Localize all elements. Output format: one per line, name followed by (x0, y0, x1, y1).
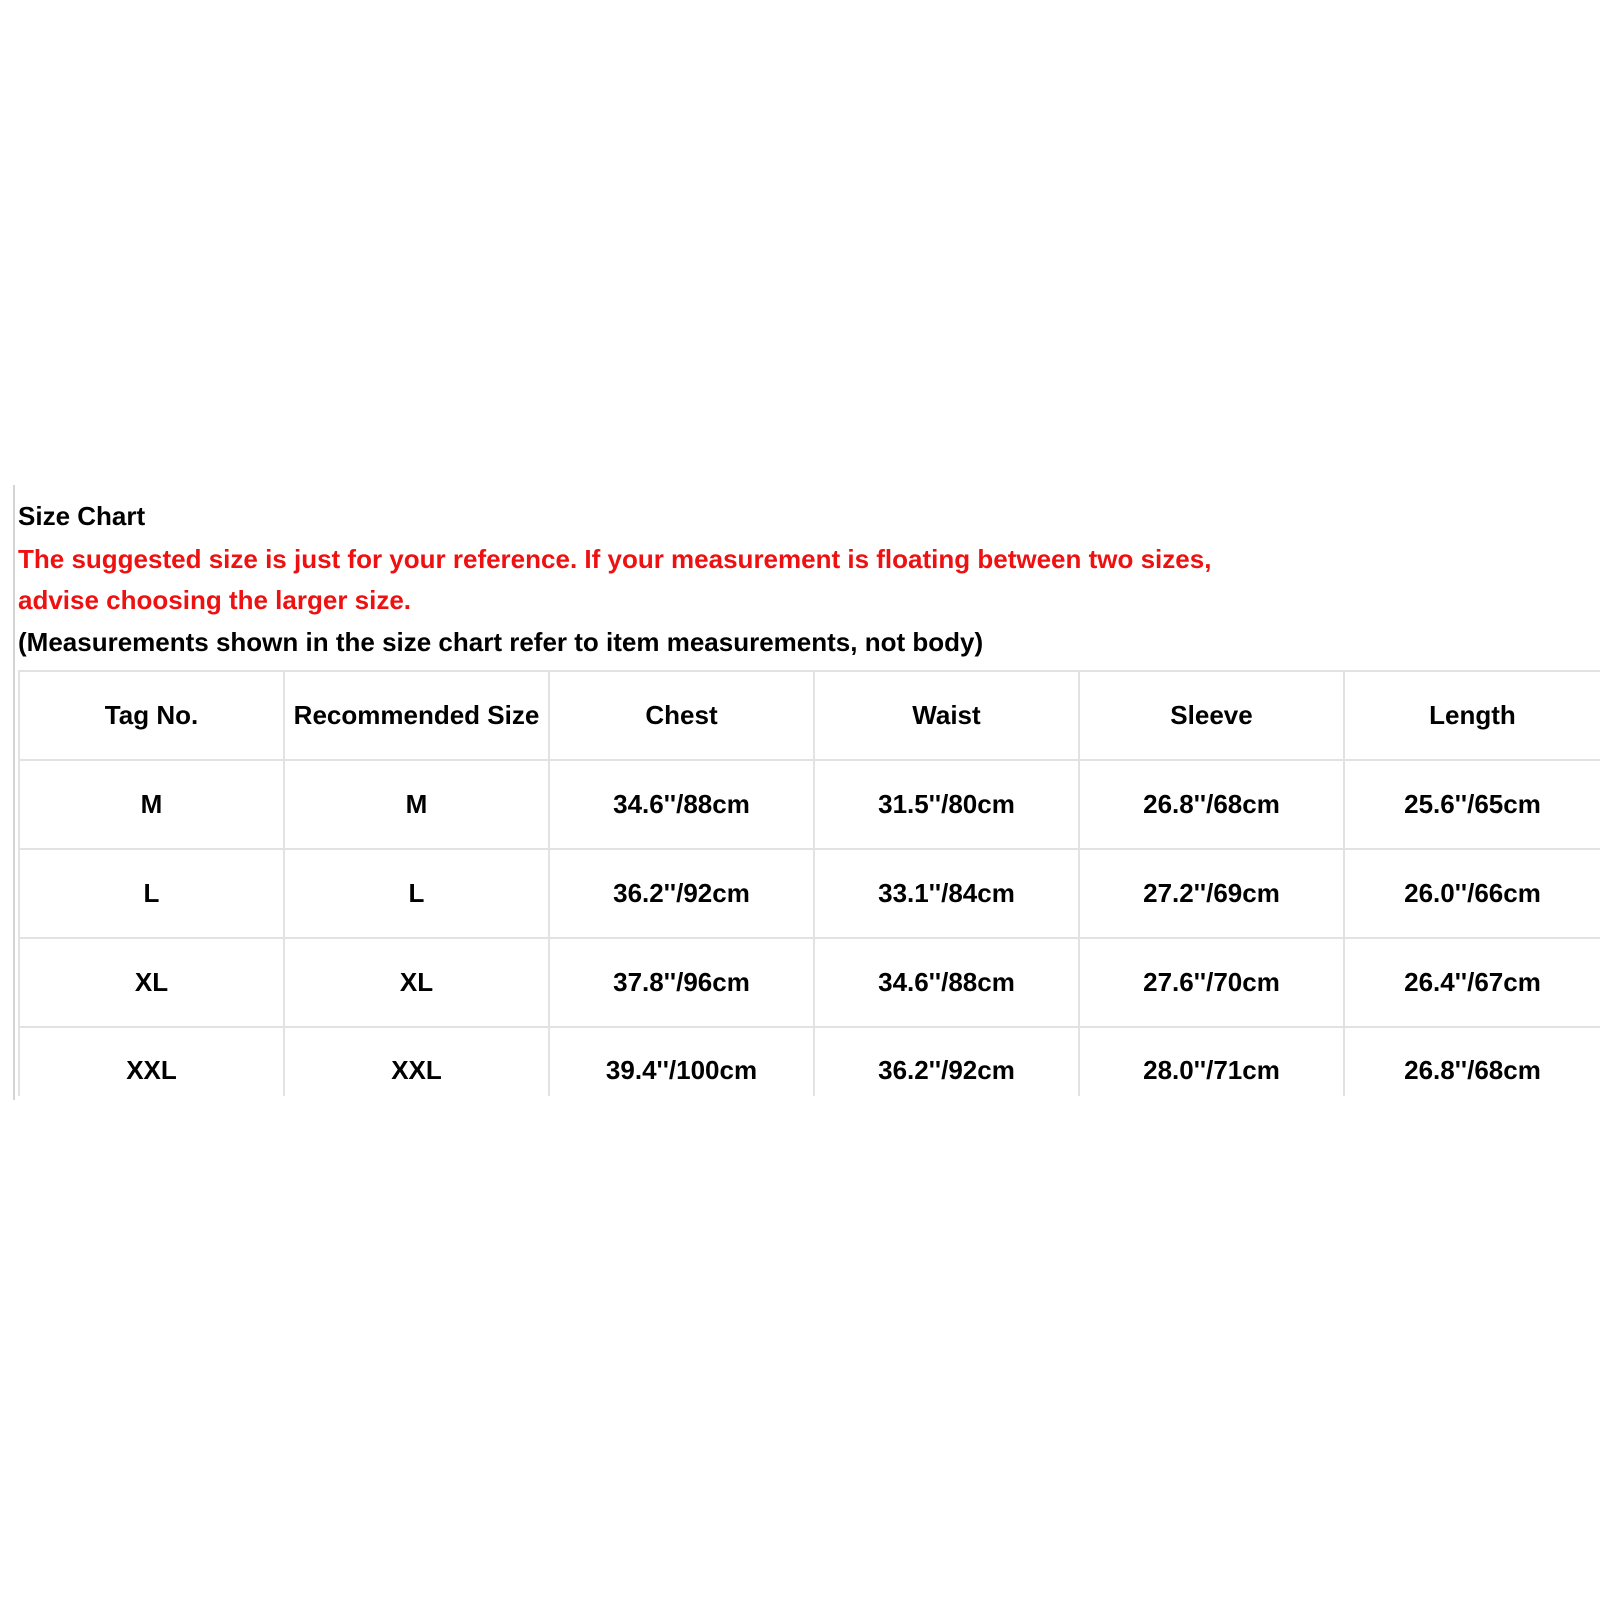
cell-length: 25.6''/65cm (1344, 760, 1600, 849)
cell-waist: 34.6''/88cm (814, 938, 1079, 1027)
cell-sleeve (1079, 1027, 1344, 1096)
cell-text: XXL (391, 1054, 442, 1085)
cell-text: 26.8''/68cm (1404, 1054, 1541, 1085)
cell-length: 26.0''/66cm (1344, 849, 1600, 938)
cell-chest: 37.8''/96cm (549, 938, 814, 1027)
size-notice-line-1: The suggested size is just for your reference. If your measurement is floating between two sizes, (18, 544, 1212, 574)
cell-text: XXL (126, 1054, 177, 1085)
cell-waist: 31.5''/80cm (814, 760, 1079, 849)
cell-tag-no: L (19, 849, 284, 938)
header-sleeve: Sleeve (1079, 671, 1344, 760)
cell-waist: 33.1''/84cm (814, 849, 1079, 938)
cell-recommended-size (284, 1027, 549, 1096)
cell-recommended-size: XL (284, 938, 549, 1027)
cell-recommended-size: M (284, 760, 549, 849)
cell-text: 36.2''/92cm (878, 1054, 1015, 1085)
cell-text: 28.0''/71cm (1143, 1054, 1280, 1085)
cell-tag-no: XL (19, 938, 284, 1027)
table-header-row (19, 671, 1600, 760)
size-chart-title: Size Chart (18, 501, 146, 531)
cell-chest (549, 1027, 814, 1096)
table-row (19, 938, 1600, 1027)
cell-tag-no: M (19, 760, 284, 849)
table-row (19, 1027, 1600, 1096)
cell-sleeve: 27.6''/70cm (1079, 938, 1344, 1027)
header-tag-no: Tag No. (19, 671, 284, 760)
cell-text: 39.4''/100cm (605, 1054, 758, 1085)
cell-chest: 36.2''/92cm (549, 849, 814, 938)
measurement-note: (Measurements shown in the size chart refer to item measurements, not body) (18, 627, 984, 657)
cell-sleeve: 26.8''/68cm (1079, 760, 1344, 849)
left-border-rule (13, 485, 15, 1100)
header-recommended-size: Recommended Size (284, 671, 549, 760)
table-row (19, 760, 1600, 849)
cell-waist (814, 1027, 1079, 1096)
header-length: Length (1344, 671, 1600, 760)
cell-length: 26.4''/67cm (1344, 938, 1600, 1027)
size-notice-line-2: advise choosing the larger size. (18, 585, 412, 615)
cell-recommended-size: L (284, 849, 549, 938)
cell-tag-no (19, 1027, 284, 1096)
header-chest: Chest (549, 671, 814, 760)
header-waist: Waist (814, 671, 1079, 760)
cell-sleeve: 27.2''/69cm (1079, 849, 1344, 938)
size-table (18, 670, 1600, 1096)
cell-chest: 34.6''/88cm (549, 760, 814, 849)
table-row (19, 849, 1600, 938)
cell-length (1344, 1027, 1600, 1096)
